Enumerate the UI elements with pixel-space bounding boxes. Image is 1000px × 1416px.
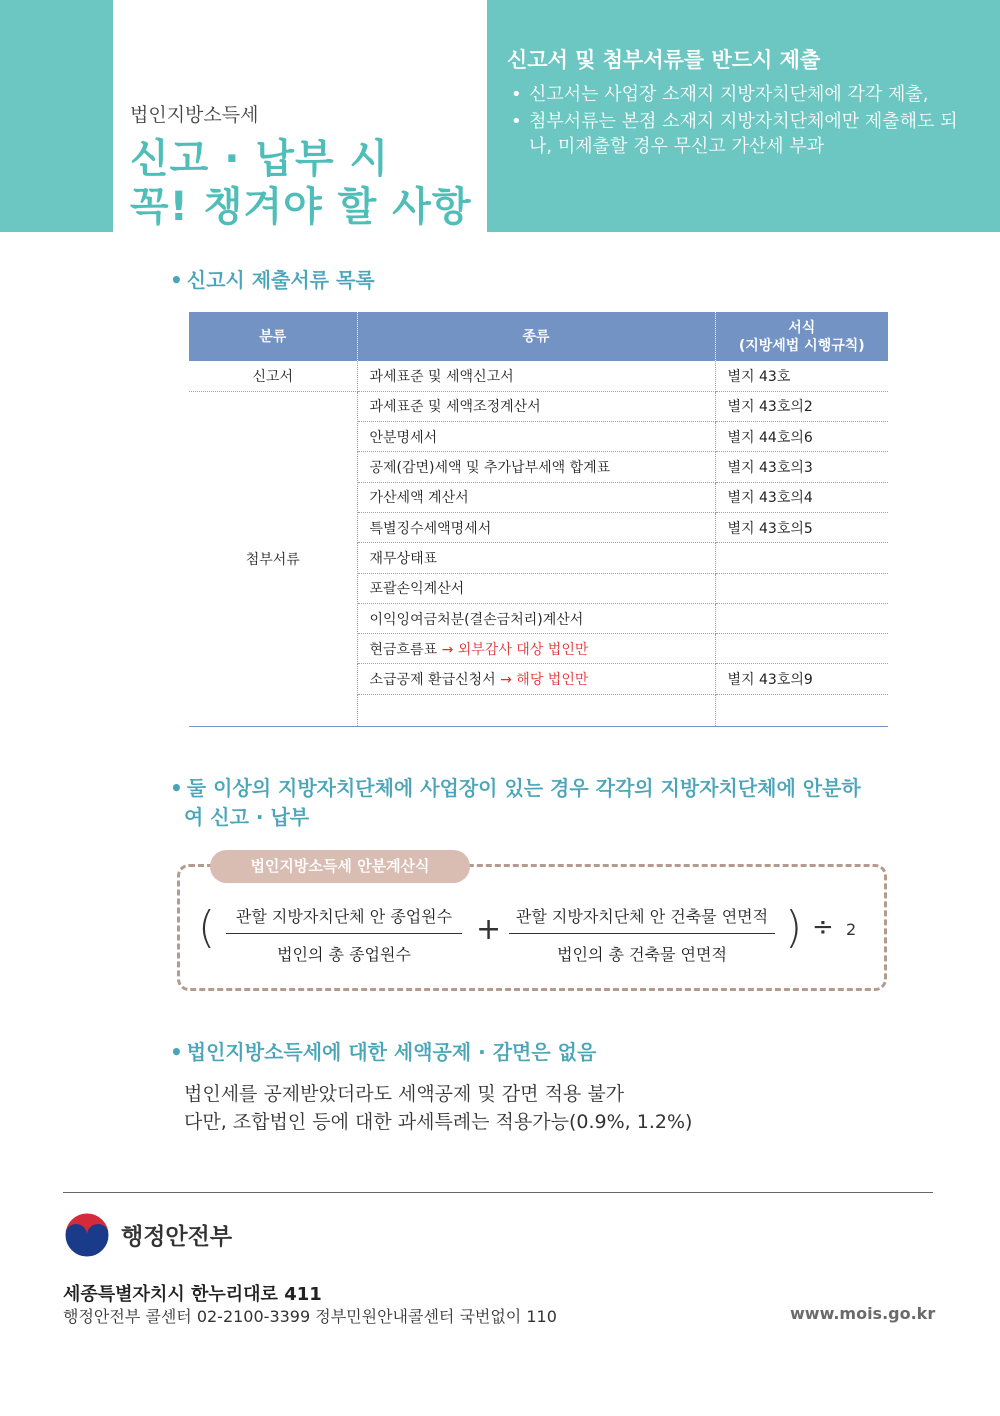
section1-title-text: 신고시 제출서류 목록: [186, 268, 375, 292]
form-cell: 별지 43호의9: [715, 664, 888, 694]
header-subtitle: 법인지방소득세: [130, 104, 259, 126]
plus-sign: +: [476, 912, 502, 947]
form-cell: 별지 44호의6: [715, 422, 888, 452]
divide-sign: ÷: [812, 912, 834, 942]
form-cell: [715, 543, 888, 573]
footer-contact: 행정안전부 콜센터 02-2100-3399 정부민원안내콜센터 국번없이 110: [63, 1307, 557, 1326]
kind-cell: 공제(감면)세액 및 추가납부세액 합계표: [357, 452, 715, 482]
section3-line2: 다만, 조합법인 등에 대한 과세특례는 적용가능(0.9%, 1.2%): [184, 1111, 693, 1133]
form-cell: 별지 43호: [715, 361, 888, 391]
divisor: 2: [846, 920, 857, 939]
kind-cell: [357, 694, 715, 726]
bullet-icon: •: [170, 268, 183, 292]
fraction-numerator: 관할 지방자치단체 안 건축물 연면적: [509, 904, 775, 934]
section2-title-line1: 둘 이상의 지방자치단체에 사업장이 있는 경우 각각의 지방자치단체에 안분하: [186, 776, 861, 800]
section3-title-text: 법인지방소득세에 대한 세액공제 · 감면은 없음: [186, 1040, 597, 1064]
notice-panel: [487, 0, 1000, 232]
notice-item: • 첨부서류는 본점 소재지 지방자치단체에만 제출해도 되나, 미제출할 경우 무신고 가산세 부과: [507, 109, 980, 159]
kind-cell: 과세표준 및 세액신고서: [357, 361, 715, 391]
kind-cell: 과세표준 및 세액조정계산서: [357, 391, 715, 421]
section3-title: [170, 1038, 596, 1067]
paren-close: ): [785, 902, 803, 953]
notice-heading: 신고서 및 첨부서류를 반드시 제출: [507, 48, 821, 72]
header-form: [715, 312, 888, 361]
kind-cell: 안분명세서: [357, 422, 715, 452]
formula-tag: 법인지방소득세 안분계산식: [210, 850, 470, 883]
header-title-line1: 신고 · 납부 시: [130, 136, 390, 182]
kind-cell: 가산세액 계산서: [357, 482, 715, 512]
paren-open: (: [198, 902, 216, 953]
form-cell: [715, 634, 888, 664]
documents-table: [189, 312, 888, 727]
footer-address: 세종특별자치시 한누리대로 411: [63, 1284, 322, 1305]
kind-cell: [357, 634, 715, 664]
form-cell: 별지 43호의4: [715, 482, 888, 512]
header-form-line1: 서식: [788, 319, 816, 336]
header-form-line2: (지방세법 시행규칙): [738, 337, 865, 354]
fraction-denominator: 법인의 총 종업원수: [277, 945, 411, 964]
table-row: [189, 361, 888, 391]
category-cell: 신고서: [189, 361, 357, 391]
header-title-block: [130, 100, 472, 231]
footer-website-link[interactable]: www.mois.go.kr: [790, 1304, 936, 1323]
fraction-floor-area: [509, 904, 775, 965]
bullet-icon: •: [170, 1040, 183, 1064]
section1-title: [170, 266, 375, 295]
header-left-band: [0, 0, 113, 232]
form-cell: [715, 603, 888, 633]
category-cell: 첨부서류: [189, 391, 357, 726]
kind-text: 현금흐름표: [369, 641, 438, 658]
form-cell: [715, 573, 888, 603]
kind-cell: [357, 664, 715, 694]
kind-note: → 외부감사 대상 법인만: [441, 641, 589, 658]
government-emblem-icon: [64, 1212, 110, 1258]
header-kind: 종류: [357, 312, 715, 361]
form-cell: 별지 43호의2: [715, 391, 888, 421]
kind-cell: 특별징수세액명세서: [357, 512, 715, 542]
org-name: 행정안전부: [121, 1224, 233, 1250]
notice-item: • 신고서는 사업장 소재지 지방자치단체에 각각 제출,: [507, 82, 980, 107]
bullet-icon: •: [170, 776, 183, 800]
fraction-numerator: 관할 지방자치단체 안 종업원수: [226, 904, 462, 934]
kind-text: 소급공제 환급신청서: [369, 672, 496, 689]
header-title-line2: 꼭! 챙겨야 할 사항: [130, 184, 472, 230]
section3-body: [184, 1080, 692, 1136]
form-cell: 별지 43호의3: [715, 452, 888, 482]
fraction-employees: [226, 904, 462, 965]
table-row: [189, 391, 888, 421]
table-header-row: [189, 312, 888, 361]
kind-note: → 해당 법인만: [500, 672, 589, 689]
kind-cell: 이익잉여금처분(결손금처리)계산서: [357, 603, 715, 633]
section2-title-line2: 여 신고 · 납부: [184, 805, 310, 829]
form-cell: 별지 43호의5: [715, 512, 888, 542]
section3-line1: 법인세를 공제받았더라도 세액공제 및 감면 적용 불가: [184, 1083, 625, 1105]
kind-cell: 재무상태표: [357, 543, 715, 573]
form-cell: [715, 694, 888, 726]
kind-cell: 포괄손익계산서: [357, 573, 715, 603]
fraction-denominator: 법인의 총 건축물 연면적: [557, 945, 727, 964]
section2-title: [170, 774, 861, 803]
header-category: 분류: [189, 312, 357, 361]
footer-divider: [63, 1192, 933, 1193]
